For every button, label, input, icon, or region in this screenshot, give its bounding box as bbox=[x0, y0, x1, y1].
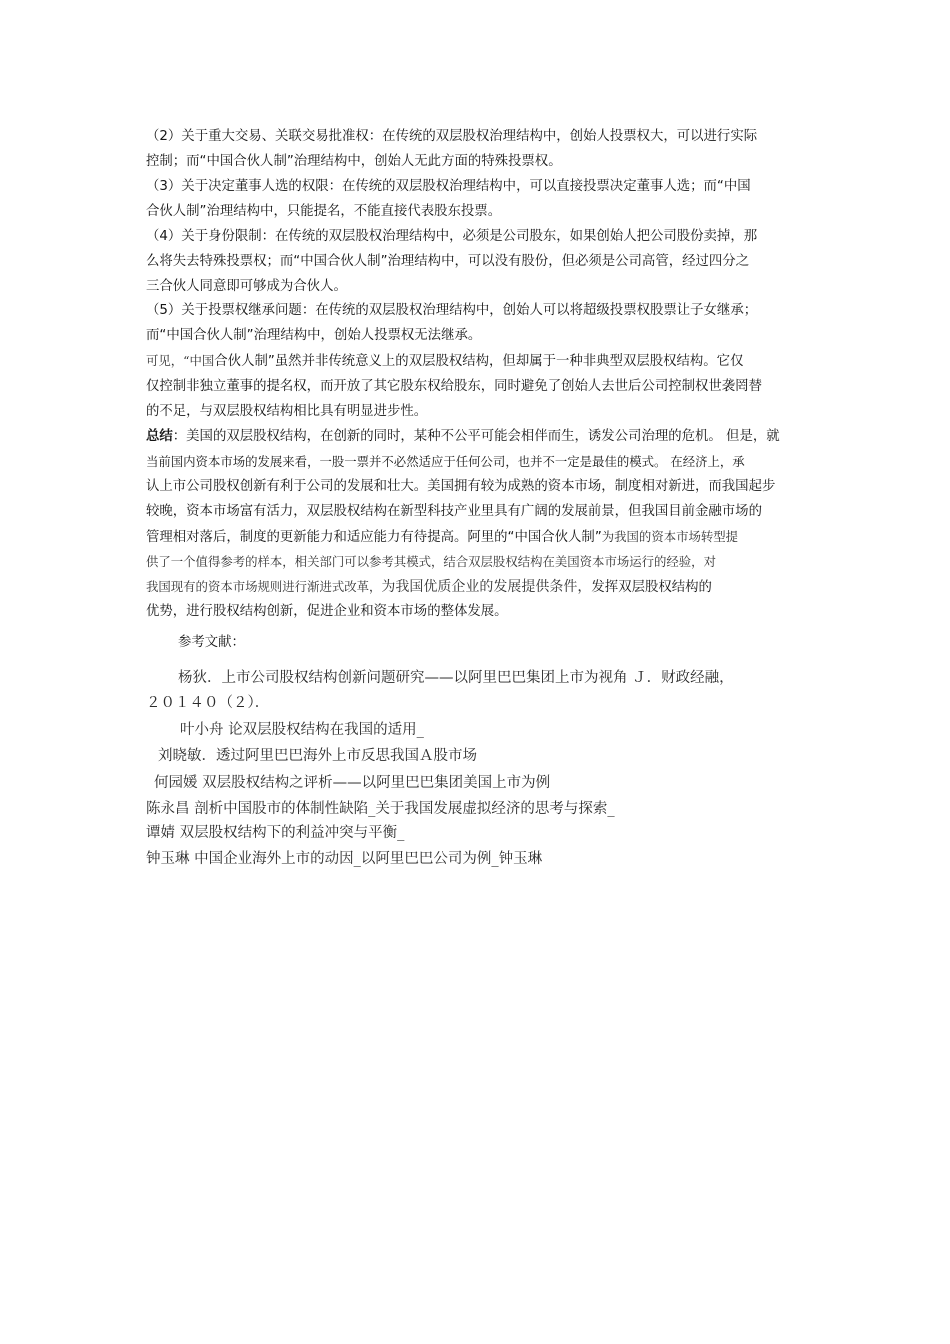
summary-line-6 bbox=[146, 553, 716, 571]
item-4-line-2: 么将失去特殊投票权；而“中国合伙人制”治理结构中，可以没有股份，但必须是公司高管，经过四分之 bbox=[146, 254, 750, 269]
summary-text: ：美国的双层股权结构，在创新的同时，某种不公平可能会相伴而生，诱发公司治理的危机。 但是，就 bbox=[172, 429, 780, 444]
item-2-line-1: （2）关于重大交易、关联交易批准权：在传统的双层股权治理结构中，创始人投票权大，可以进行实际 bbox=[146, 129, 758, 144]
summary-line-2: 当前国内资本市场的发展来看，一股一票并不必然适应于任何公司，也并不一定是最佳的模式。 在经济上，承 bbox=[146, 454, 745, 469]
summary-line-5 bbox=[146, 528, 738, 547]
conclusion-lead: 可见，“中国 bbox=[146, 353, 215, 368]
summary-line-6-a: 供了一个值得参考的样本，相关部门可以参考其模式，结合 bbox=[146, 554, 469, 569]
item-3-line-2: 合伙人制”治理结构中，只能提名，不能直接代表股东投票。 bbox=[146, 204, 502, 219]
summary-line-7-b: 为我国优质企业的发展提供条件， bbox=[381, 579, 592, 595]
item-5-line-2: 而“中国合伙人制”治理结构中，创始人投票权无法继承。 bbox=[146, 328, 482, 343]
conclusion-line-1 bbox=[146, 352, 743, 371]
reference-4: 何园媛 双层股权结构之评析——以阿里巴巴集团美国上市为例 bbox=[154, 775, 551, 791]
reference-1-line-2: ２０１４０（２）． bbox=[146, 695, 270, 711]
item-4-line-3: 三合伙人同意即可够成为合伙人。 bbox=[146, 279, 347, 294]
summary-line-1 bbox=[146, 428, 780, 446]
item-5-line-1: （5）关于投票权继承问题：在传统的双层股权治理结构中，创始人可以将超级投票权股票让子女继承； bbox=[146, 303, 758, 318]
reference-2: 叶小舟 论双层股权结构在我国的适用_ bbox=[180, 722, 424, 738]
conclusion-line-3: 的不足，与双层股权结构相比具有明显进步性。 bbox=[146, 404, 428, 419]
references-heading: 参考文献： bbox=[178, 635, 245, 650]
reference-5: 陈永昌 剖析中国股市的体制性缺陷_关于我国发展虚拟经济的思考与探索_ bbox=[146, 801, 615, 817]
reference-1-line-1: 杨狄．上市公司股权结构创新问题研究——以阿里巴巴集团上市为视角 Ｊ．财政经融， bbox=[178, 670, 734, 686]
reference-3: 刘晓敏．透过阿里巴巴海外上市反思我国Ａ股市场 bbox=[158, 748, 477, 764]
summary-line-5-a: 管理相对落后，制度的更新能力和适应能力有待提高。阿里的“中国合伙人制” bbox=[146, 530, 602, 545]
reference-7: 钟玉琳 中国企业海外上市的动因_以阿里巴巴公司为例_钟玉琳 bbox=[146, 851, 543, 867]
summary-line-8: 优势，进行股权结构创新，促进企业和资本市场的整体发展。 bbox=[146, 604, 508, 619]
item-3-line-1: （3）关于决定董事人选的权限：在传统的双层股权治理结构中，可以直接投票决定董事人选；而“中国 bbox=[146, 179, 751, 194]
conclusion-text: 合伙人制”虽然并非传统意义上的双层股权结构，但却属于一种非典型双层股权结构。它仅 bbox=[214, 354, 744, 369]
summary-line-7-c: 发挥双层股权结构的 bbox=[591, 580, 712, 595]
summary-line-5-b: 为我国的资本市场转型提 bbox=[601, 529, 739, 544]
summary-line-7 bbox=[146, 578, 712, 597]
item-2-line-2: 控制；而“中国合伙人制”治理结构中，创始人无此方面的特殊投票权。 bbox=[146, 154, 562, 169]
summary-line-3: 认上市公司股权创新有利于公司的发展和壮大。美国拥有较为成熟的资本市场，制度相对新进，而我国起步 bbox=[146, 479, 776, 494]
summary-line-4: 较晚，资本市场富有活力，双层股权结构在新型科技产业里具有广阔的发展前景，但我国目前金融市场的 bbox=[146, 504, 762, 519]
summary-line-6-b: 双层股权结构在美国资本市场运行的经验，对 bbox=[468, 554, 716, 569]
reference-6: 谭婧 双层股权结构下的利益冲突与平衡_ bbox=[146, 825, 405, 841]
summary-heading: 总结 bbox=[146, 429, 173, 444]
summary-line-7-a: 我国现有的资本市场规则进行渐进式改革， bbox=[146, 579, 382, 594]
item-4-line-1: （4）关于身份限制：在传统的双层股权治理结构中，必须是公司股东，如果创始人把公司股份卖掉，那 bbox=[146, 229, 758, 244]
conclusion-line-2: 仅控制非独立董事的提名权，而开放了其它股东权给股东，同时避免了创始人去世后公司控制权世袭罔替 bbox=[146, 379, 762, 394]
